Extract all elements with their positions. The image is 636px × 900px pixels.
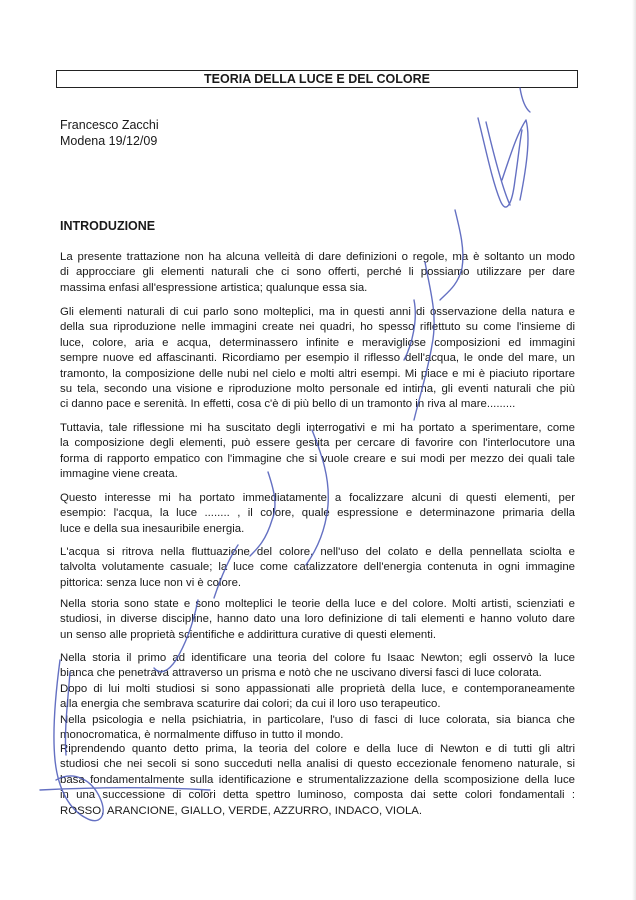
document-title: TEORIA DELLA LUCE E DEL COLORE [56,70,578,88]
text-line: immagine viene creata. [60,468,178,481]
author-block [60,117,159,149]
text-line: basa fondamentalmente sulla identificazione e strumentalizzazione della scomposizione della luce [60,773,575,786]
text-line: forma di rapporto empatico con l'immagine che si vuole creare e sui modi per mezzo dei quali tale [60,452,575,465]
text-line: studiosi, in diverse discipline, hanno dato una loro definizione di tali elementi e hanno voluto dare [60,613,575,626]
text-line: studiosi che nei secoli si sono succeduti nella analisi di questo eccezionale fenomeno naturale, si [60,758,575,771]
text-line: in una successione di colori detta spettro luminoso, composta dai sette colori fondamentali : [60,789,575,802]
text-line: della sua riproduzione nelle immagini create nei quadri, ho spesso riflettuto su come l'insieme di [60,321,575,334]
text-line: luce e della sua inesauribile energia. [60,522,245,535]
text-line: un senso alle proprietà scientifiche e addirittura curative di questi elementi. [60,628,437,641]
text-line: su tela, secondo una visione e riproduzione molto personale ed intima, gli eventi naturali che più [60,383,575,396]
text-line: Gli elementi naturali di cui parlo sono molteplici, ma in questi anni di osservazione della natura e [60,306,575,318]
text-line: luce, colore, aria e acqua, determinassero infinite e meravigliose composizioni ed immagini [60,336,575,349]
paragraph [60,250,575,296]
place-date: Modena 19/12/09 [60,134,158,148]
text-line: esempio: l'acqua, la luce ........ , il colore, quale espressione e determinazone primaria della [60,507,575,520]
text-line: alla energia che sembrava scaturire dai colori; da cui il loro uso terapeutico. [60,698,441,711]
paragraph [60,597,575,643]
paragraph [60,491,575,537]
text-line: massima enfasi all'espressione artistica; qualunque essa sia. [60,281,368,294]
text-line: di approcciare gli elementi naturali che ci sono offerti, perché li possiamo utilizzare per dare [60,266,575,279]
paragraph [60,545,575,591]
text-line: tramonto, la composizione delle nubi nel cielo e molti altri esempi. Mi piace e mi è piaciuto riportare [60,367,575,380]
text-line: pittorica: senza luce non vi è colore. [60,576,242,589]
text-line: Nella storia il primo ad identificare una teoria del colore fu Isaac Newton; egli osservò la luce [60,652,575,664]
text-line: talvolta volutamente casuale; la luce come catalizzatore dell'energia contenuta in ogni immagine [60,561,575,574]
section-heading: INTRODUZIONE [60,219,156,233]
text-line: bianca che penetrava attraverso un prisma e notò che ne uscivano diversi fasci di luce colorata. [60,667,542,680]
text-line: ROSSO, ARANCIONE, GIALLO, VERDE, AZZURRO, INDACO, VIOLA. [60,804,423,817]
text-line: la composizione degli elementi, può essere gestita per cercare di favorire con l'interlocutore una [60,437,575,450]
text-line: Nella storia sono state e sono molteplici le teorie della luce e del colore. Molti artisti, scienziati e [60,598,575,610]
text-line: La presente trattazione non ha alcuna velleità di dare definizioni o regole, ma è soltanto un modo [60,251,575,263]
paragraph [60,305,575,413]
text-line: Dopo di lui molti studiosi si sono appassionati alle proprietà della luce, e contemporaneamente [60,682,575,695]
page-edge [632,0,636,900]
text-line: Tuttavia, tale riflessione mi ha suscitato degli interrogativi e mi ha portato a sperimentare, come [60,422,575,434]
text-line: sempre nuove ed affascinanti. Ricordiamo per esempio il riflesso dell'acqua, le onde del mare, un [60,352,575,365]
text-line: Riprendendo quanto detto prima, la teoria del colore e della luce di Newton e di tutti gli altri [60,743,575,755]
text-line: L'acqua si ritrova nella fluttuazione del colore, nell'uso del colato e della pennellata sciolta e [60,546,575,558]
paragraph [60,421,575,483]
text-line: ci danno pace e serenità. In effetti, cosa c'è di più bello di un tramonto in riva al mare......... [60,398,516,411]
paragraph [60,651,575,743]
text-line: monocromatica, è normalmente diffuso in tutto il mondo. [60,729,344,742]
text-line: Nella psicologia e nella psichiatria, in particolare, l'uso di fasci di luce colorata, sia bianca che [60,713,575,726]
paragraph [60,742,575,819]
author-name: Francesco Zacchi [60,118,159,132]
text-line: Questo interesse mi ha portato immediatamente a focalizzare alcuni di questi elementi, per [60,492,575,504]
